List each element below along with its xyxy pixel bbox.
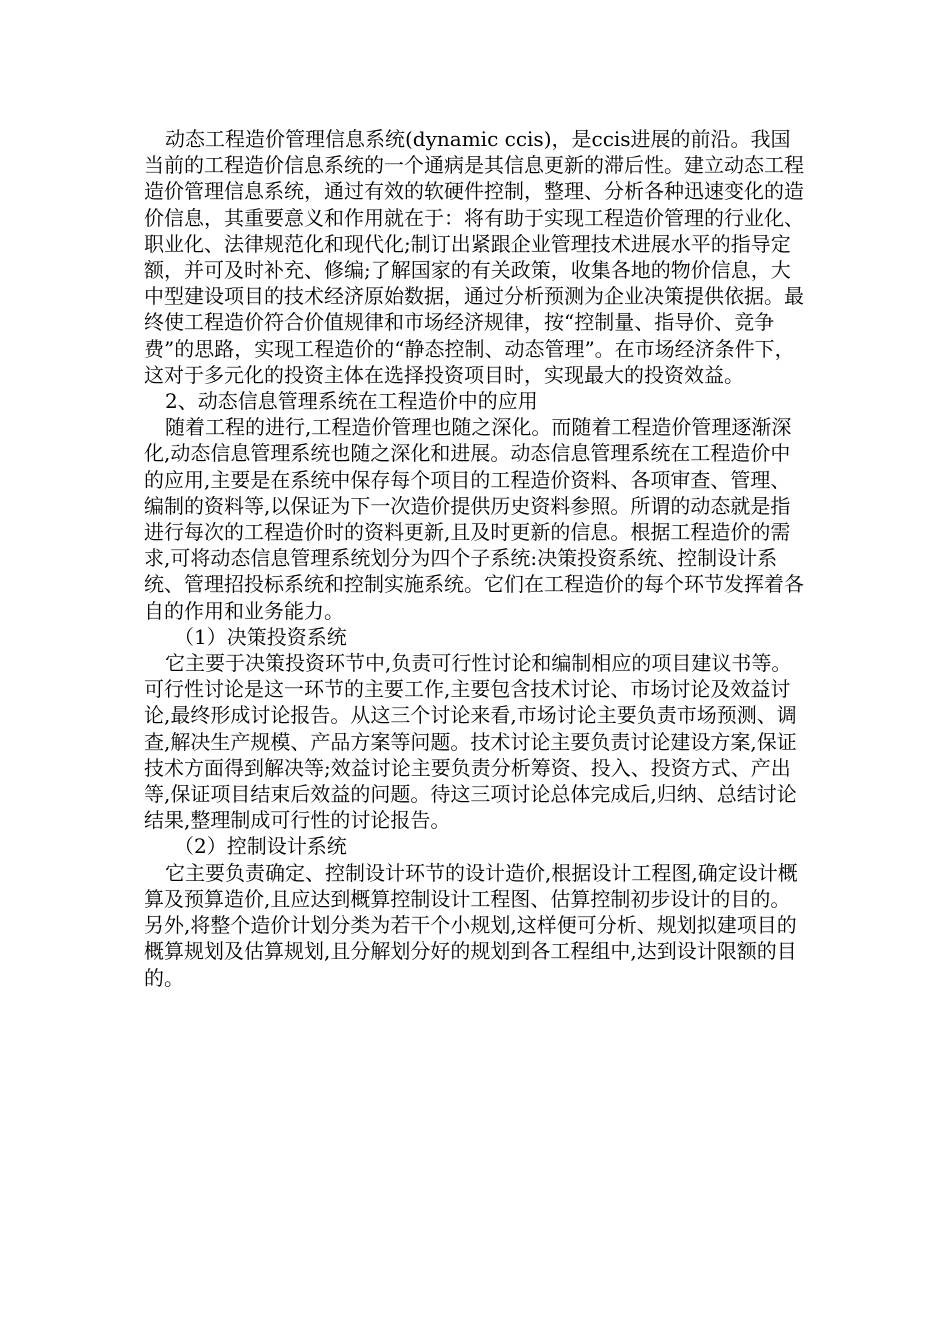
paragraph-section-2: 随着工程的进行,工程造价管理也随之深化。而随着工程造价管理逐渐深化,动态信息管理系统也随之深化和进展。动态信息管理系统在工程造价中的应用,主要是在系统中保存每个项目的工程造价资料、各项审查、管理、编制的资料等,以保证为下一次造价提供历史资料参照。所谓的动态就是指进行每次的工程造价时的资料更新,且及时更新的信息。根据工程造价的需求,可将动态信息管理系统划分为四个子系统:决策投资系统、控制设计系统、管理招投标系统和控制实施系统。它们在工程造价的每个环节发挥着各自的作用和业务能力。 bbox=[144, 415, 804, 623]
subheading-control-design: （2）控制设计系统 bbox=[174, 834, 347, 859]
paragraph-decision-investment: 它主要于决策投资环节中,负责可行性讨论和编制相应的项目建议书等。可行性讨论是这一环节的主要工作,主要包含技术讨论、市场讨论及效益讨论,最终形成讨论报告。从这三个讨论来看,市场讨论主要负责市场预测、调查,解决生产规模、产品方案等问题。技术讨论主要负责讨论建设方案,保证技术方面得到解决等;效益讨论主要负责分析筹资、投入、投资方式、产出等,保证项目结束后效益的问题。待这三项讨论总体完成后,归纳、总结讨论结果,整理制成可行性的讨论报告。 bbox=[144, 651, 797, 833]
section-heading-2: 2、动态信息管理系统在工程造价中的应用 bbox=[165, 389, 538, 414]
paragraph-intro: 动态工程造价管理信息系统(dynamic ccis)，是ccis进展的前沿。我国当前的工程造价信息系统的一个通病是其信息更新的滞后性。建立动态工程造价管理信息系统，通过有效的软硬件控制，整理、分析各种迅速变化的造价信息，其重要意义和作用就在于：将有助于实现工程造价管理的行业化、职业化、法律规范化和现代化;制订出紧跟企业管理技术进展水平的指导定额，并可及时补充、修编;了解国家的有关政策，收集各地的物价信息，大中型建设项目的技术经济原始数据，通过分析预测为企业决策提供依据。最终使工程造价符合价值规律和市场经济规律，按“控制量、指导价、竞争费”的思路，实现工程造价的“静态控制、动态管理”。在市场经济条件下，这对于多元化的投资主体在选择投资项目时，实现最大的投资效益。 bbox=[144, 127, 804, 387]
paragraph-control-design: 它主要负责确定、控制设计环节的设计造价,根据设计工程图,确定设计概算及预算造价,且应达到概算控制设计工程图、估算控制初步设计的目的。另外,将整个造价计划分类为若干个小规划,这样便可分析、规划拟建项目的概算规划及估算规划,且分解划分好的规划到各工程组中,达到设计限额的目的。 bbox=[144, 860, 798, 990]
subheading-decision-investment: （1）决策投资系统 bbox=[174, 624, 347, 649]
document-page bbox=[144, 126, 809, 991]
